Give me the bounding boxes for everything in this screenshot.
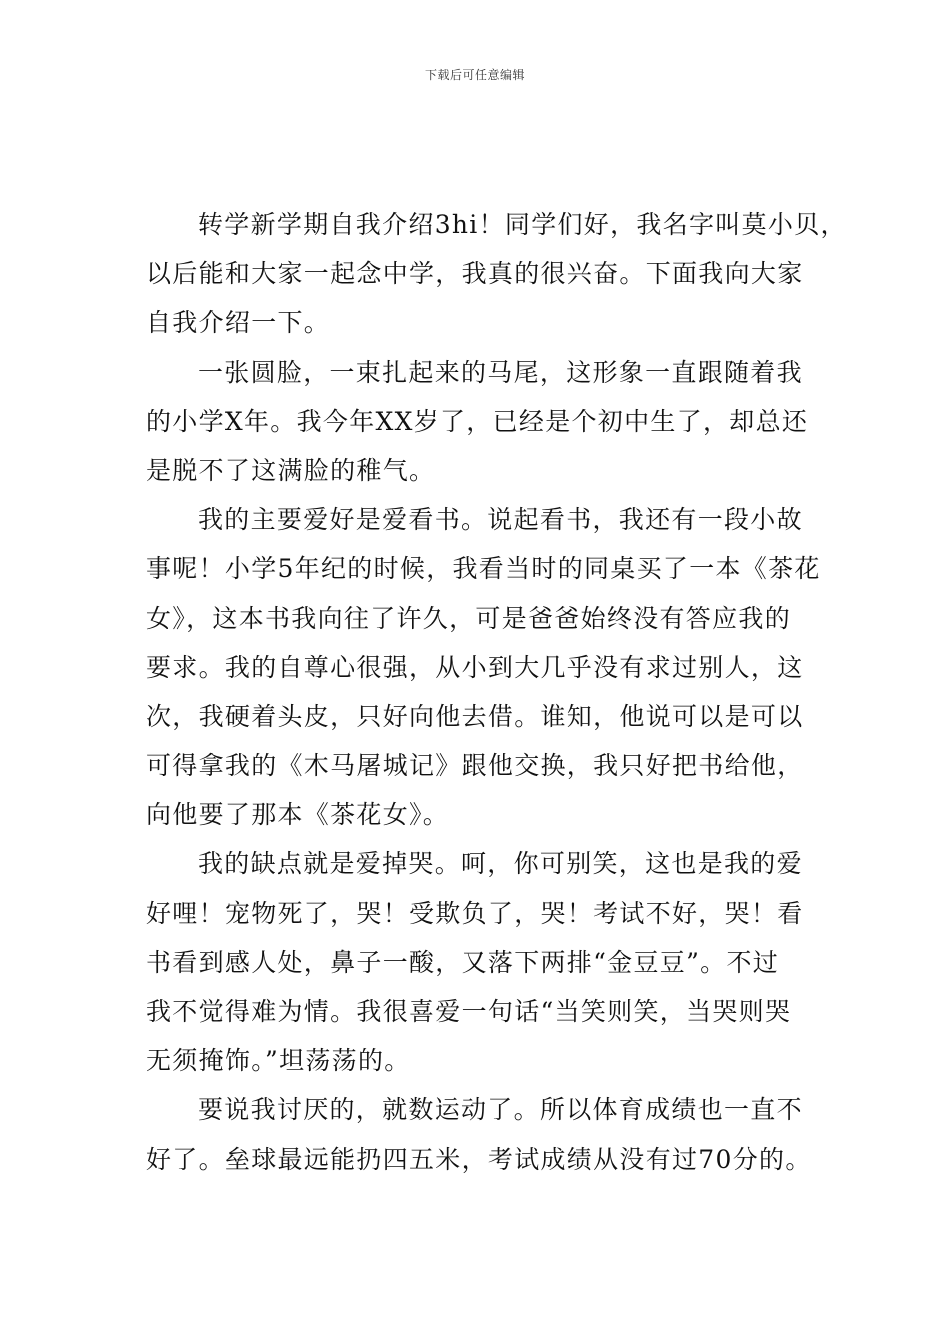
text-line: 好了。垒球最远能扔四五米，考试成绩从没有过70分的。 bbox=[146, 1144, 812, 1174]
text-line: 可得拿我的《木马屠城记》跟他交换，我只好把书给他， bbox=[146, 751, 804, 781]
text-line: 事呢！小学5年纪的时候，我看当时的同桌买了一本《茶花 bbox=[146, 554, 821, 584]
text-line: 我的主要爱好是爱看书。说起看书，我还有一段小故 bbox=[198, 505, 803, 535]
text-line: 我的缺点就是爱掉哭。呵，你可别笑，这也是我的爱 bbox=[198, 849, 803, 879]
text-line: 要求。我的自尊心很强，从小到大几乎没有求过别人，这 bbox=[146, 652, 804, 682]
text-line: 自我介绍一下。 bbox=[146, 308, 331, 338]
text-line: 转学新学期自我介绍3hi！同学们好，我名字叫莫小贝， bbox=[198, 210, 847, 239]
text-line: 我不觉得难为情。我很喜爱一句话“当笑则笑，当哭则哭 bbox=[146, 997, 792, 1026]
text-line: 是脱不了这满脸的稚气。 bbox=[146, 455, 436, 485]
text-line: 的小学X年。我今年XX岁了，已经是个初中生了，却总还 bbox=[146, 406, 809, 436]
text-line: 书看到感人处，鼻子一酸，又落下两排“金豆豆”。不过 bbox=[146, 947, 780, 977]
document-body bbox=[146, 200, 847, 1184]
text-line: 女》，这本书我向往了许久，可是爸爸始终没有答应我的 bbox=[146, 603, 792, 633]
text-line: 好哩！宠物死了，哭！受欺负了，哭！考试不好，哭！看 bbox=[146, 898, 804, 928]
text-line: 以后能和大家一起念中学，我真的很兴奋。下面我向大家 bbox=[146, 259, 804, 289]
text-line: 要说我讨厌的，就数运动了。所以体育成绩也一直不 bbox=[198, 1095, 803, 1125]
text-line: 一张圆脸，一束扎起来的马尾，这形象一直跟随着我 bbox=[198, 357, 803, 387]
page-header: 下载后可任意编辑 bbox=[424, 68, 525, 82]
text-line: 向他要了那本《茶花女》。 bbox=[146, 800, 450, 830]
text-line: 无须掩饰。”坦荡荡的。 bbox=[146, 1046, 411, 1076]
text-line: 次，我硬着头皮，只好向他去借。谁知，他说可以是可以 bbox=[146, 701, 804, 731]
